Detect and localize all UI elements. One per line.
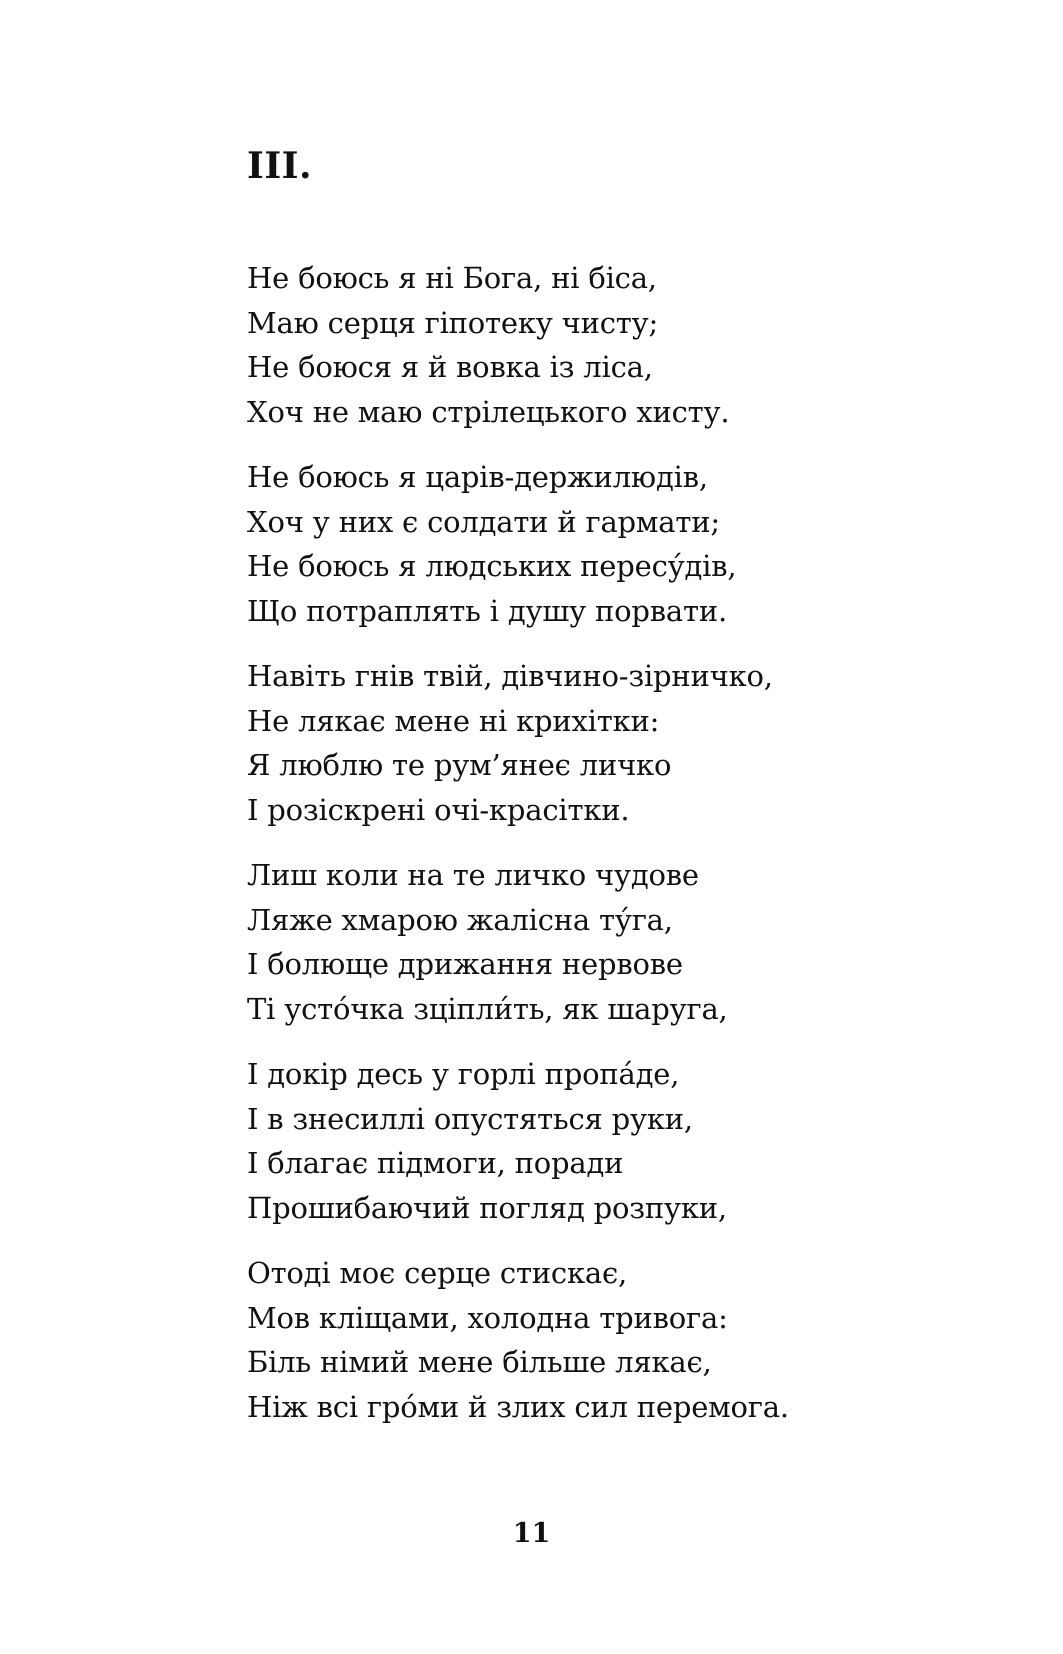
poem-line: Біль німий мене більше лякає, [247, 1345, 712, 1379]
poem [247, 256, 1027, 1450]
stanza-5 [247, 1052, 1027, 1230]
page-number: 11 [512, 1518, 551, 1549]
stanza-6 [247, 1251, 1027, 1429]
section-heading: III. [247, 145, 313, 187]
poem-line: Не боюся я й вовка із ліса, [247, 350, 653, 384]
poem-line: Не лякає мене ні крихітки: [247, 703, 660, 738]
poem-line: І докір десь у горлі пропа́де, [247, 1057, 680, 1091]
poem-line: Не боюсь я царів-держилюдів, [247, 460, 708, 494]
poem-line: Ляже хмарою жалісна ту́га, [247, 902, 673, 937]
stanza-4 [247, 853, 1027, 1031]
poem-line: Я люблю те рум’янеє личко [247, 748, 672, 782]
poem-line: Отоді моє серце стискає, [247, 1256, 628, 1290]
poem-line: Не боюсь я людських пересу́дів, [247, 549, 737, 583]
poem-line: І розіскрені очі-красітки. [247, 792, 630, 827]
poem-line: Маю серця гіпотеку чисту; [247, 305, 659, 340]
poem-line: Ті усто́чка зціпли́ть, як шаруга, [247, 991, 728, 1026]
poem-line: Не боюсь я ні Бога, ні біса, [247, 261, 657, 295]
stanza-2 [247, 455, 1027, 633]
poem-line: Лиш коли на те личко чудове [247, 858, 699, 892]
poem-line: Навіть гнів твій, дівчино-зірничко, [247, 659, 773, 693]
poem-line: І болюще дрижання нервове [247, 947, 683, 981]
poem-line: Ніж всі гро́ми й злих сил перемога. [247, 1389, 789, 1424]
poem-line: Що потраплять і душу порвати. [247, 593, 727, 628]
stanza-3 [247, 654, 1027, 832]
poem-line: І в знесиллі опустяться руки, [247, 1101, 693, 1136]
poem-line: І благає підмоги, поради [247, 1146, 624, 1180]
poem-line: Хоч не маю стрілецького хисту. [247, 394, 730, 429]
poem-line: Прошибаючий погляд розпуки, [247, 1190, 727, 1225]
poem-line: Мов кліщами, холодна тривога: [247, 1300, 728, 1335]
stanza-1 [247, 256, 1027, 434]
poem-line: Хоч у них є солдати й гармати; [247, 504, 720, 539]
